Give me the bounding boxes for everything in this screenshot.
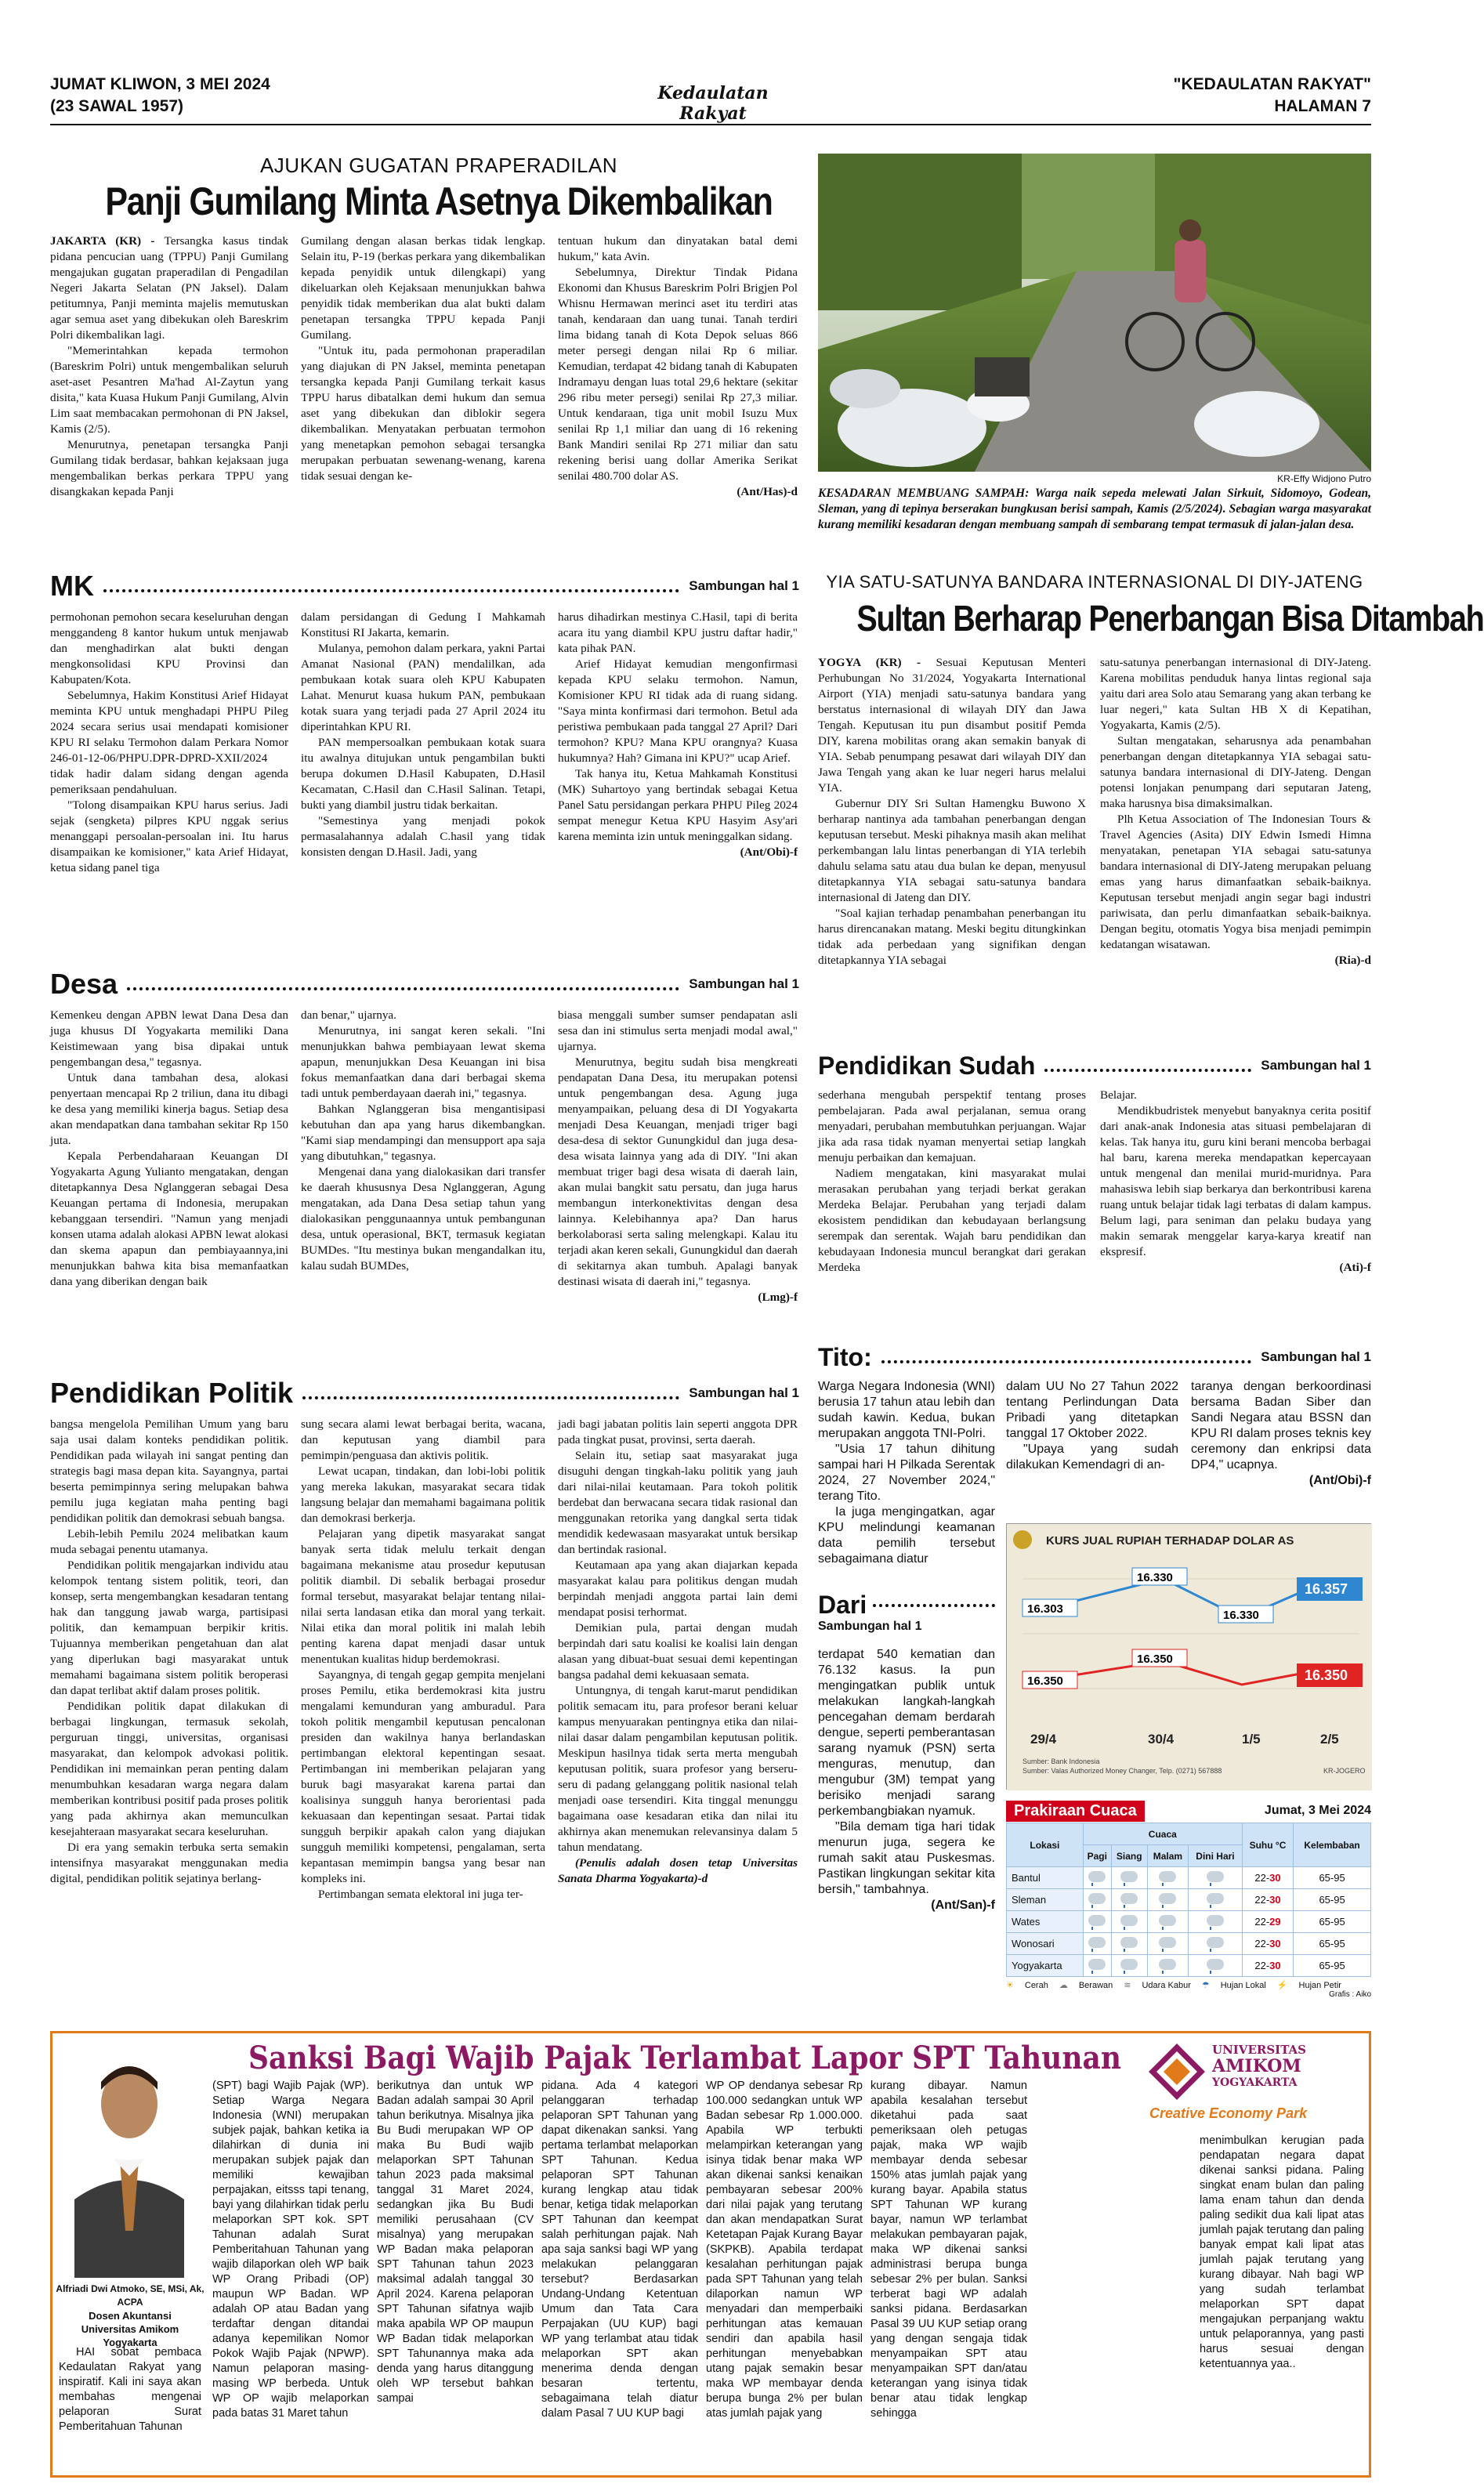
amikom-emblem-icon [1149,2044,1204,2099]
weather-header: Lokasi [1007,1823,1084,1867]
continuation-label: Sambungan hal 1 [689,1385,799,1400]
column-col2 [377,2079,534,2471]
dari-body [818,1647,995,1976]
yia-headline: Sultan Berharap Penerbangan Bisa Ditambah [856,598,1484,639]
author-note: (Penulis adalah dosen tetap Universitas Sanata Dharma Yogyakarta)-d [558,1856,798,1885]
rain-icon [1120,1871,1138,1882]
section-title: Pendidikan Sudah [818,1051,1036,1080]
section-dots [873,1604,995,1607]
section-title: Tito: [818,1342,872,1371]
paragraph: (SPT) bagi Wajib Pajak (WP). Setiap Warga Negara Indonesia (WNI) merupakan subjek pajak, bahkan ketika ia dilahirkan di dunia ini merupakan subjek pajak dan memiliki kewajiban perpajakan, eitsss tapi tenang, bayi yang dilahirkan tidak perlu melaporkan SPT kok. SPT Tahunan adalah Surat Pemberitahuan Tahunan yang wajib dilaporkan oleh WP baik WP Orang Pribadi (OP) maupun WP Badan. WP adalah OP atau Badan yang terdaftar dengan ditandai adanya kepemilikan Nomor Pokok Wajib Pajak (NPWP). Namun pelaporan masing-masing WP berbeda. Untuk WP OP wajib melaporkan pada batas 31 Maret tahun [212,2080,369,2420]
photo-caption: KESADARAN MEMBUANG SAMPAH: Warga naik sepeda melewati Jalan Sirkuit, Sidomoyo, Godean, Sleman, yang di tepinya berserakan bungkusan berisi sampah, Kamis (2/5/2024). Sebagian warga masyarakat kurang memiliki kesadaran dengan membuang sampah di sembarang tempat termasuk di jalan-jalan desa. [818,487,1371,531]
desa-col2 [301,1008,545,1368]
weather-header: Malam [1147,1845,1188,1867]
temp-high: 29 [1269,1916,1281,1928]
paragraph: Arief Hidayat kemudian mengonfirmasi kepada KPU selaku termohon. Namun, Komisioner KPU RI tidak ada di ruang sidang. "Saya minta konfirmasi dari termohon. Betul ada peristiwa pembukaan pada tanggal 27 April? Dari termohon? KPU? Mana KPU orangnya? Kuasa hukumnya? Hah? Gimana ini KPU?" ucap Arief. [558,657,798,765]
section-dots [127,987,679,990]
paragraph: bangsa mengelola Pemilihan Umum yang baru saja usai dalam konteks pendidikan politik. Pendidikan pada wilayah ini sangat penting dan strategis bagi masa depan kita. Sayangnya, partai beserta pemimpinnya sering melupakan bahwa pemilu juga kegiatan maha penting bagi pendidikan politik dan demokrasi sebuah bangsa. [50,1417,288,1525]
paragraph: PAN mempersoalkan pembukaan kotak suara itu awalnya ditujukan untuk pengambilan bukti berupa dokumen D.Hasil Kabupaten, D.Hasil Kecamatan, C.Hasil dan C.Hasil Salinan. Tetapi, bukti yang diambil justru tidak berkaitan. [301,736,545,812]
continuation-label: Sambungan hal 1 [689,976,799,991]
dateline: YOGYA (KR) - [818,656,921,669]
sun-icon: ☀ [1006,1981,1014,1990]
article1-col3 [558,233,798,563]
paragraph: Kepala Perbendaharaan Keuangan DI Yogyakarta Agung Yulianto mengatakan, dengan ditetapkannya Desa Nglanggeran sebagai Desa Keuangan pertama di Indonesia, merupakan kebanggaan tersendiri. "Namun yang menjadi konsen utama adalah alokasi APBN lewat alokasi dan skema apapun dan pembiayaannya,ini menunjukkan bahwa kita bisa memanfaatkan dana yang diberikan dengan baik [50,1149,288,1288]
logo-text: YOGYAKARTA [1212,2076,1298,2089]
humidity: 65-95 [1294,1955,1371,1977]
header-rule [50,124,1371,125]
humidity: 65-95 [1294,1933,1371,1955]
weather-table [1006,1823,1371,1977]
weather-title: Prakiraan Cuaca [1006,1801,1145,1822]
paragraph: Sesuai Keputusan Menteri Perhubungan No 31/2024, Yogyakarta International Airport (YIA) menjadi satu-satunya bandara yang berstatus internasional di wilayah DIY dan Jawa Tengah. Keputusan itu pun disambut positif Pemda DIY, karena mobilitas orang akan semakin banyak di YIA. Sebab penumpang pesawat dari wilayah DIY dan Jawa Tengah yang akan ke luar negeri harus melalui YIA. [818,656,1087,795]
section-dots [103,589,679,592]
column-col3 [541,2079,698,2471]
chart-source: Sumber: Valas Authorized Money Changer, Telp. (0271) 567888 [1023,1767,1222,1775]
cloud-icon [1207,1915,1224,1926]
amikom-wordmark [1212,2043,1306,2090]
city-name: Yogyakarta [1007,1955,1084,1977]
logo-text: AMIKOM [1212,2056,1301,2076]
temp-low: 22 [1254,1894,1266,1906]
paragraph: Mulanya, pemohon dalam perkara, yakni Partai Amanat Nasional (PAN) mendalilkan, ada pembukaan kotak suara oleh KPU Kabupaten Lahat. Menurut kuasa hukum PAN, pembukaan kotak suara yang terjadi pada 27 April 2024 itu diperintahkan KPU RI. [301,642,545,733]
date-tick: 2/5 [1320,1732,1339,1747]
chart-title: KURS JUAL RUPIAH TERHADAP DOLAR AS [1046,1534,1294,1548]
exchange-rate-svg [1007,1524,1372,1790]
rate-latest-label: 16.357 [1305,1581,1348,1597]
rate-label: 16.330 [1137,1571,1173,1584]
weather-row: Yogyakarta 22-30 65-95 [1007,1955,1371,1977]
paragraph: harus dihadirkan mestinya C.Hasil, tapi di berita acara itu yang diambil KPU justru daftar hadir," kata pihak PAN. [558,610,798,655]
article-signature: (Ant/Obi)-f [740,845,798,859]
weather-header: Cuaca [1083,1823,1242,1845]
weather-date: Jumat, 3 Mei 2024 [1264,1804,1371,1817]
paragraph: Menurutnya, ini sangat keren sekali. "Ini menunjukkan bahwa pembiayaan lewat skema apapun, menunjukkan Desa Keuangan ini bisa fokus memanfaatkan dana dari berbagai skema tadi untuk pemberdayaan daerah ini," tegasnya. [301,1024,545,1100]
paragraph: sung secara alami lewat berbagai berita, wacana, dan keputusan yang diambil para pemimpin/penguasa dan aktivis politik. [301,1417,545,1462]
city-name: Sleman [1007,1889,1084,1911]
amikom-logo [1149,2040,1361,2126]
paper-name: "KEDAULATAN RAKYAT" [1173,75,1371,93]
weather-row: Wates 22-29 65-95 [1007,1911,1371,1933]
cloud-icon [1088,1893,1106,1904]
cloud-icon [1088,1871,1106,1882]
pendidikan-sudah-col2 [1100,1088,1371,1323]
rain-icon [1159,1893,1176,1904]
rain-icon [1120,1915,1138,1926]
paragraph: dalam persidangan di Gedung I Mahkamah Konstitusi RI Jakarta, kemarin. [301,610,545,639]
rain-icon: ☂ [1201,1981,1210,1990]
section-dari [818,1591,995,1638]
weather-legend [1006,1980,1371,1990]
paragraph: dalam UU No 27 Tahun 2022 tentang Perlindungan Data Pribadi yang ditetapkan tanggal 17 Oktober 2022. [1006,1380,1178,1440]
section-title: MK [50,570,94,602]
article-signature: (Ant/Has)-d [737,485,798,498]
weather-row: Bantul 22-30 65-95 [1007,1867,1371,1889]
section-tito [818,1341,1371,1373]
yia-col1 [818,655,1087,967]
news-photo-garbage-road [818,154,1371,472]
section-pendidikan-politik [50,1377,799,1409]
paragraph: "Semestinya yang menjadi pokok permasalahannya adalah C.hasil yang tidak konsisten dengan D.Hasil. Jadi, yang [301,814,545,859]
rate-latest-label: 16.350 [1305,1667,1348,1683]
rain-icon [1159,1959,1176,1970]
desa-col3 [558,1008,798,1368]
continuation-label: Sambungan hal 1 [818,1620,922,1633]
paragraph: "Usia 17 tahun dihitung sampai hari H Pilkada Serentak 2024, 27 November 2024," terang Tito. [818,1443,995,1503]
section-dots [1044,1069,1251,1072]
author-name: Alfriadi Dwi Atmoko, SE, MSi, Ak, ACPA [56,2283,205,2308]
rain-icon [1159,1915,1176,1926]
edition-date [50,74,270,118]
rain-icon [1120,1937,1138,1948]
temp-low: 22 [1254,1872,1266,1884]
cloud-icon [1207,1893,1224,1904]
column-col4 [706,2079,863,2471]
paragraph: Demikian pula, partai dengan mudah berpindah dari satu koalisi ke koalisi lain dengan alasan yang dibuat-buat sesuai demi kepentingan bangsa padahal demi kekuasaan semata. [558,1621,798,1682]
cloud-icon [1207,1937,1224,1948]
paragraph: Pendidikan politik mengajarkan individu atau kelompok tentang sistem politik, teori, dan konsep, serta mengembangkan kesadaran tentang hak dan tanggung jawab warga, partisipasi politik, dan kemampuan berpikir kritis. Tujuannya memberikan pengetahuan dan alat yang diperlukan bagi masyarakat untuk memahami bagaimana sistem politik beroperasi dan dapat terlibat aktif dalam proses politik. [50,1558,288,1697]
paragraph: Menurutnya, begitu sudah bisa mengkreati pendapatan Dana Desa, itu merupakan potensi untuk pengembangan desa. Agung juga menyampaikan, peluang desa di DI Yogyakarta menjadi Desa Keuangan, menjadi triger bagi desa-desa di sektor Gunungkidul dan juga desa-desa wisata lainnya yang ada di DIY. "Ini akan membuat triger bagi desa wisata di daerah lain, akan mulai bangkit satu persatu, dan juga harus membangun interkonektivitas dengan desa lainnya. Kelebihannya apa? Dan harus berkolaborasi serta saling melengkapi. Kalau itu terjadi akan keren sekali, Gunungkidul dan daerah di sekitarnya akan tumbuh. Apalagi banyak destinasi wisata di daerah ini," tegasnya. [558,1055,798,1288]
city-name: Bantul [1007,1867,1084,1889]
temp-low: 22 [1254,1916,1266,1928]
paragraph: jadi bagi jabatan politis lain seperti anggota DPR pada tingkat pusat, provinsi, serta daerah. [558,1417,798,1446]
column-col1 [212,2079,369,2471]
tito-col2 [1006,1379,1178,1520]
article-headline: Panji Gumilang Minta Asetnya Dikembalikan [105,179,773,223]
paragraph: Tak hanya itu, Ketua Mahkamah Konstitusi (MK) Suhartoyo yang bertindak sebagai Ketua Panel Satu persidangan perkara PHPU Pileg 2024 sempat menegur Ketua KPU Hasyim Asy'ari karena meminta izin untuk meninggalkan sidang. [558,767,798,843]
paragraph: WP OP dendanya sebesar Rp 100.000 sedangkan untuk WP Badan sebesar Rp 1.000.000. Apabila WP terbukti melampirkan keterangan yang isinya tidak benar maka WP akan dikenai sanksi kenaikan pembayaran sebesar 200% dari nilai pajak yang terutang dan akan mendapatkan Surat Ketetapan Pajak Kurang Bayar (SKPKB). Apabila terdapat kesalahan perhitungan pajak pada SPT Tahunan yang telah dilaporkan namun WP menyadari dan memperbaiki perhitungan atas kemauan sendiri dan apabila hasil perhitungan menyebabkan utang pajak semakin besar maka WP membayar denda berupa bunga 2% per bulan atas jumlah pajak yang [706,2080,863,2420]
cloud-icon [1088,1959,1106,1970]
paragraph: Lewat ucapan, tindakan, dan lobi-lobi politik yang mereka lakukan, masyarakat secara tidak langsung belajar dan memahami bagaimana politik dan demokrasi berkerja. [301,1464,545,1525]
weather-forecast [1006,1799,1371,1999]
paragraph: Ia juga mengingatkan, agar KPU melindungi keamanan data pemilih tersebut sebagaimana diatur [818,1505,995,1566]
paragraph: "Memerintahkan kepada termohon (Bareskrim Polri) untuk mengembalikan seluruh aset-aset Pesantren Ma'had Al-Zaytun yang disita," kata Kuasa Hukum Panji Gumilang, Alvin Lim saat membacakan permohonan di PN Jaksel, Kamis (2/5). [50,344,289,436]
section-mk [50,570,799,602]
section-dots [302,1396,679,1399]
city-name: Wonosari [1007,1933,1084,1955]
desa-col1 [50,1008,288,1368]
coin-icon [1013,1530,1032,1549]
logo-tagline: Creative Economy Park [1149,2105,1308,2121]
author-city: Yogyakarta [103,2337,157,2348]
cloud-icon [1207,1959,1224,1970]
article-signature: (Ant/Obi)-f [1308,1474,1371,1487]
legend-label: Berawan [1078,1980,1113,1990]
temp-high: 30 [1269,1872,1281,1884]
paragraph: "Upaya yang sudah dilakukan Kemendagri di an- [1006,1443,1178,1472]
rain-icon [1159,1871,1176,1882]
paragraph: pidana. Ada 4 kategori pelanggaran terhadap pelaporan SPT Tahunan yang dapat dikenakan sanksi. Yang pertama terlambat melaporkan SPT Tahunan. Kedua pelaporan SPT Tahunan kurang lengkap atau tidak benar, ketiga tidak melaporkan SPT Tahunan dan keempat salah perhitungan pajak. Nah apa saja sanksi bagi WP yang melakukan pelanggaran tersebut? Berdasarkan Undang-Undang Ketentuan Umum dan Tata Cara Perpajakan (UU KUP) bagi WP yang terlambat atau tidak melaporkan SPT akan menerima denda dengan besaran tertentu, sebagaimana telah diatur dalam Pasal 7 UU KUP bagi [541,2080,698,2420]
temp-high: 30 [1269,1960,1281,1971]
author-photo [59,2043,200,2278]
date-tick: 1/5 [1242,1732,1261,1747]
section-desa [50,968,799,1000]
paragraph: Kemenkeu dengan APBN lewat Dana Desa dan juga khusus DI Yogyakarta memiliki Dana Keistimewaan yang bisa dipakai untuk pengembangan desa," tegasnya. [50,1008,288,1069]
mk-col3 [558,610,798,954]
paragraph: Nadiem mengatakan, kini masyarakat mulai merasakan perubahan yang terjadi berkat gerakan Merdeka Belajar. Perubahan yang terjadi dalam ekosistem pendidikan dan kebudayaan berlangsung serempak dan serentak. Wajah baru pendidikan dan kebudayaan Indonesia muncul berangkat dari gerakan Merdeka [818,1167,1086,1274]
paragraph: Plh Ketua Association of The Indonesian Tours & Travel Agencies (Asita) DIY Edwin Ismedi Himna menyatakan, penetapan YIA sebagai satu-satunya bandara internasional di DIY-Jateng merupakan peluang emas yang harus dimanfaatkan sebaik-baiknya. Keputusan tersebut menjadi angin segar bagi industri pariwisata, dan perlu dimanfaatkan sebaik-baiknya. Dengan begitu, otomatis Yogya bisa menjadi pemimpin kedatangan wisatawan. [1100,813,1371,951]
paragraph: "Bila demam tiga hari tidak menurun juga, segera ke rumah sakit atau Puskesmas. Pastikan lingkungan sekitar kita bersih," tambahnya. [818,1820,995,1896]
article-signature: (Ria)-d [1334,954,1371,967]
city-name: Wates [1007,1911,1084,1933]
paragraph: sederhana mengubah perspektif tentang proses pembelajaran. Pada awal perjalanan, semua orang menyadari, perubahan membutuhkan perjuangan. Wajar jika ada rasa tidak nyaman menyertai setiap langkah menuju perbaikan dan kemajuan. [818,1088,1086,1164]
paragraph: satu-satunya penerbangan internasional di DIY-Jateng. Karena mobilitas penduduk hanya lintas regional saja yaitu dari area Solo atau Semarang yang akan terbang ke luar negeri," kata Sultan HB X di Kepatihan, Yogyakarta, Kamis (2/5). [1100,656,1371,732]
author-info [56,2282,205,2349]
paragraph: Selain itu, setiap saat masyarakat juga disuguhi dengan tingkah-laku politik yang jauh dari nilai-nilai keutamaan. Para tokoh politik berdebat dan berwacana secara tidak rasional dan menggunakan retorika yang dangkal serta tidak mendidik kedewasaan masyarakat untuk bersikap dan bertindak rasional. [558,1449,798,1556]
rain-icon [1120,1959,1138,1970]
paragraph: Pertimbangan semata elektoral ini juga ter- [318,1888,523,1901]
paragraph: menimbulkan kerugian pada pendapatan negara dapat dikenai sanksi pidana. Paling singkat enam bulan dan paling lama enam tahun dan denda paling sedikit dua kali lipat atas jumlah pajak terutang dan paling banyak empat kali lipat atas jumlah pajak terutang yang kurang dibayar. Nah bagi WP yang sudah terlambat melaporkan SPT dapat mengajukan perpanjang waktu untuk pelaporannya, yang pasti harus sesuai dengan ketentuannya yaa.. [1200,2134,1364,2370]
article1-col1 [50,233,288,547]
author-org: Universitas Amikom [81,2323,179,2335]
paragraph: Lebih-lebih Pemilu 2024 melibatkan kaum muda sebagai penentu utamanya. [50,1527,288,1556]
page-info [1174,74,1371,118]
paragraph: dan benar," ujarnya. [301,1008,396,1022]
section-dots [881,1360,1252,1363]
section-title: Desa [50,968,118,1000]
temp-low: 22 [1254,1938,1266,1949]
paragraph: Warga Negara Indonesia (WNI) berusia 17 tahun atau lebih dan sudah kawin. Kedua, bukan merupakan anggota TNI-Polri. [818,1380,995,1440]
article-kicker: AJUKAN GUGATAN PRAPERADILAN [259,154,618,177]
paragraph: taranya dengan berkoordinasi bersama Badan Siber dan Sandi Negara atau BSSN dan KPU RI dalam proses teknis key ceremony dan enkripsi data DP4," ucapnya. [1191,1380,1371,1472]
paragraph: Pendidikan politik dapat dilakukan di berbagai lingkungan, termasuk sekolah, perguruan tinggi, universitas, organisasi masyarakat, dan kelompok advokasi politik. Pendidikan ini memainkan peran penting dalam menumbuhkan kesadaran warga negara dalam memberikan kontribusi positif pada proses politik yang pada akhirnya akan memunculkan kesejahteraan masyarakat secara keseluruhan. [50,1700,288,1838]
yia-col2 [1100,655,1371,967]
column-col5 [870,2079,1027,2471]
rate-label: 16.330 [1223,1609,1259,1622]
cloud-icon: ☁ [1059,1981,1068,1990]
paragraph: HAI sobat pembaca Kedaulatan Rakyat yang inspiratif. Kali ini saya akan membahas mengenai pelaporan Surat Pemberitahuan Tahunan [59,2346,201,2433]
rain-icon [1159,1937,1176,1948]
paragraph: Sebelumnya, Direktur Tindak Pidana Ekonomi dan Khusus Bareskrim Polri Brigjen Pol Whisnu Hermawan merinci aset itu terdiri atas tanah, kendaraan dan uang tunai. Tanah terdiri lima bidang tanah di Kota Depok seluas 866 meter persegi dengan nilai Rp 6 miliar. Kemudian, terdapat 42 bidang tanah di Kabupaten Indramayu dengan luas total 29,6 hektare (sekitar 296 ribu meter persegi) senilai Rp 27,3 miliar. Untuk kendaraan, tiga unit mobil Isuzu Mux senilai Rp 1,1 miliar dan uang di 16 rekening Bank Mandiri senilai Rp 271 miliar dan satu rekening berisi uang dollar Amerika Serikat senilai 480.700 dolar AS. [558,266,798,483]
author-role: Dosen Akuntansi [89,2310,172,2322]
paragraph: "Soal kajian terhadap penambahan penerbangan itu harus direncanakan matang. Meski begitu ditungkinkan tidak ada perbedaan yang signifikan dengan ditetapkannya YIA sebagai [818,907,1086,967]
article1-col2 [301,233,545,563]
continuation-label: Sambungan hal 1 [689,578,799,593]
politik-col1 [50,1417,288,2020]
legend-label: Hujan Petir [1298,1980,1341,1990]
tax-column-box [50,2031,1371,2478]
weather-credit: Grafis : Aiko [1329,1990,1371,1999]
paragraph: kurang dibayar. Namun apabila kesalahan tersebut diketahui pada saat pemeriksaan oleh petugas pajak, maka WP wajib membayar denda sebesar 150% atas jumlah pajak yang kurang bayar. Apabila status SPT Tahunan WP kurang bayar, namun WP terlambat melakukan pembayaran pajak, maka WP dikenai sanksi administrasi berupa bunga sebesar 2% per bulan. Sanksi terberat bagi WP adalah sanksi pidana. Berdasarkan Pasal 39 UU KUP setiap orang yang dengan sengaja tidak menyampaikan SPT atau menyampaikan SPT dan/atau keterangan yang isinya tidak benar atau tidak lengkap sehingga [870,2080,1027,2420]
paragraph: Untungnya, di tengah karut-marut pendidikan politik semacam itu, para profesor berani keluar kampus menyuarakan pentingnya etika dan nilai-nilai dasar dalam pengambilan keputusan politik. Meskipun hasilnya tidak serta merta mengubah keputusan politik, suara profesor yang berseru-seru di padang gelanggang politik nasional telah menjadi oase tersendiri. Kita tinggal menunggu bagaimana oase kesadaran etika dan nilai itu akhirnya akan menemukan relevansinya dalam 5 tahun mendatang. [558,1684,798,1854]
continuation-label: Sambungan hal 1 [1261,1058,1371,1073]
weather-header: Pagi [1083,1845,1111,1867]
paragraph: Sultan mengatakan, seharusnya ada penambahan penerbangan dengan ditetapkannya YIA sebagai satu-satunya bandara internasional di DIY-Jateng. Dengan potensi lonjakan penumpang dari seputaran Jateng, maka harusnya bisa dimaksimalkan. [1100,734,1371,810]
paragraph: Mendikbudristek menyebut banyaknya cerita positif dari anak-anak Indonesia atas situasi pembelajaran di kelas. Tak hanya itu, guru kini berani mencoba berbagai hal baru, karena mereka mendapatkan kepercayaan untuk mengenal dan menilai murid-muridnya. Para mahasiswa lebih siap berkarya dan berkontribusi karena ruang untuk belajar tidak lagi terbatas di dalam kampus. Belum lagi, para seniman dan pelaku budaya yang makin semarak menggelar karya-karya kreatif nan ekspresif. [1100,1104,1371,1258]
rain-icon [1120,1893,1138,1904]
legend-label: Udara Kabur [1142,1980,1191,1990]
date-tick: 30/4 [1148,1732,1175,1747]
paragraph: berikutnya dan untuk WP Badan adalah sampai 30 April tahun berikutnya. Misalnya jika Bu Budi merupakan WP OP maka Bu Budi wajib melaporkan SPT Tahunan tahun 2023 pada maksimal tanggal 31 Maret 2024, sedangkan jika Bu Budi memiliki perusahaan (CV misalnya) yang merupakan WP Badan maka pelaporan SPT Tahunan tahun 2023 maksimal adalah tanggal 30 April 2024. Karena pelaporan SPT Tahunan sifatnya wajib maka apabila WP OP maupun WP Badan tidak melaporkan SPT Tahunannya maka ada denda yang harus ditanggung oleh WP tersebut bahkan sampai [377,2080,534,2405]
temp-high: 30 [1269,1894,1281,1906]
rate-label: 16.303 [1027,1602,1063,1616]
cloud-icon [1088,1937,1106,1948]
paragraph: Pelajaran yang dipetik masyarakat sangat banyak serta tidak melulu terkait dengan bagaimana mekanisme atau prosedur keputusan politik diambil. Di sebalik berbagai prosedur formal tersebut, masyarakat belajar tentang nilai-nilai serta landasan etika dan moral yang terkait. Nilai etika dan moral politik ini malah lebih penting karena dapat menjadi dasar untuk menentukan kualitas hidup berdemokrasi. [301,1527,545,1666]
section-title: Pendidikan Politik [50,1377,294,1409]
masthead-logo: Kedaulatan Rakyat [657,83,769,124]
paragraph: Di era yang semakin terbuka serta semakin intensifnya masyarakat menggunakan media digital, pendidikan politik sejatinya berlang- [50,1841,288,1885]
chart-source: Sumber: Bank Indonesia [1023,1758,1100,1765]
column-intro [59,2345,201,2471]
cloud-icon [1207,1871,1224,1882]
humidity: 65-95 [1294,1889,1371,1911]
section-title: Dari [818,1591,867,1619]
paragraph: Keutamaan apa yang akan diajarkan kepada masyarakat kalau para politikus dengan mudah berpindah menjadi anggota partai lain demi mendapat posisi terhormat. [558,1558,798,1619]
temp-low: 22 [1254,1960,1266,1971]
paragraph: Belajar. [1100,1088,1137,1102]
continuation-label: Sambungan hal 1 [1261,1349,1371,1364]
cloud-icon [1088,1915,1106,1926]
weather-header: Kelembaban [1294,1823,1371,1867]
humidity: 65-95 [1294,1867,1371,1889]
storm-icon: ⚡ [1276,1981,1288,1990]
paragraph: permohonan pemohon secara keseluruhan dengan menggandeng 8 kantor hukum untuk menjawab dan menghadirkan alat bukti dengan mengkonsolidasi KPU Provinsi dan Kabupaten/Kota. [50,610,288,686]
paragraph: tentuan hukum dan dinyatakan batal demi hukum," kata Avin. [558,234,798,263]
weather-row: Sleman 22-30 65-95 [1007,1889,1371,1911]
section-pendidikan-sudah [818,1050,1371,1081]
mk-col1 [50,610,288,954]
weather-header: Siang [1111,1845,1147,1867]
legend-label: Cerah [1024,1980,1048,1990]
legend-label: Hujan Lokal [1220,1980,1266,1990]
page-number: HALAMAN 7 [1274,97,1371,115]
paragraph: Gubernur DIY Sri Sultan Hamengku Buwono X berharap nantinya ada tambahan penerbangan dengan keputusan tersebut. Meski pihaknya masih akan melihat perkembangan lalu lintas penerbangan di YIA terlebih dahulu selama satu atau dua bulan ke depan, menyusul ditetapkannya YIA sebagai satu-satunya bandara internasional di Jateng dan DIY. [818,797,1086,904]
politik-col2 [301,1417,545,2020]
article-signature: (Ant/San)-f [931,1899,995,1912]
date-tick: 29/4 [1030,1732,1057,1747]
dateline: JAKARTA (KR) - [50,234,155,248]
tax-column-title: Sanksi Bagi Wajib Pajak Terlambat Lapor SPT Tahunan [248,2040,1122,2076]
haze-icon: ≋ [1124,1981,1131,1990]
paragraph: biasa menggali sumber sumser pendapatan asli sesa dan ini stimulus serta menjadi modal awal," ujarnya. [558,1008,798,1053]
article-signature: (Lmg)-f [758,1291,798,1304]
exchange-rate-chart [1006,1523,1371,1790]
weather-header: Dini Hari [1189,1845,1243,1867]
date-line: JUMAT KLIWON, 3 MEI 2024 [50,75,270,93]
yia-kicker: YIA SATU-SATUNYA BANDARA INTERNASIONAL DI DIY-JATENG [826,572,1363,592]
chart-credit: KR-JOGERO [1323,1767,1366,1775]
tito-col1 [818,1379,995,1586]
paragraph: Untuk dana tambahan desa, alokasi penyertaan mencapai Rp 2 triliun, dana itu dibagi ke desa yang memiliki kinerja bagus. Setiap desa akan mendapatkan dana tambahan sekitar Rp 150 juta. [50,1071,288,1147]
paragraph: Sebelumnya, Hakim Konstitusi Arief Hidayat meminta KPU untuk menghadapi PHPU Pileg 2024 secara serius usai mendapati komisioner KPU RI selaku Termohon dalam Perkara Nomor 246-01-12-06/PHPU.DPR-DPRD-XXII/2024 tidak hadir dalam sidang dengan agenda pemeriksaan pendahuluan. [50,689,288,796]
paragraph: "Tolong disampaikan KPU harus serius. Jadi sejak (sengketa) pilpres KPU nggak serius menanggapi persoalan-persoalan ini. Itu harus disampaikan ke komisioner," kata Arief Hidayat, ketua sidang panel tiga [50,798,288,874]
paragraph: terdapat 540 kematian dan 76.132 kasus. Ia pun mengingatkan publik untuk melakukan langkah-langkah pencegahan demam berdarah dengue, seperti pemberantasan sarang nyamuk (PSN) serta menguras, menutup, dan mengubur (3M) tempat yang berisiko menjadi sarang perkembangbiakan nyamuk. [818,1648,995,1818]
paragraph: Bahkan Nglanggeran bisa mengantisipasi kebutuhan dan apa yang harus dikembangkan. "Kami siap mendampingi dan mensupport apa saja yang dibutuhkan," tegasnya. [301,1102,545,1163]
humidity: 65-95 [1294,1911,1371,1933]
weather-row: Wonosari 22-30 65-95 [1007,1933,1371,1955]
politik-col3 [558,1417,798,2020]
paragraph: Gumilang dengan alasan berkas tidak lengkap. Selain itu, P-19 (berkas perkara yang dikembalikan kepada penyidik untuk dilengkapi) yang dikeluarkan oleh Kejaksaan menunjukkan bahwa penyidik tidak memberikan dua alat bukti dalam penetapan tersangka TPPU kepada Panji Gumilang. [301,234,545,342]
pendidikan-sudah-col1 [818,1088,1086,1315]
temp-high: 30 [1269,1938,1281,1949]
paragraph: Menurutnya, penetapan tersangka Panji Gumilang tidak berdasar, bahkan kejaksaan juga mengembalikan berkas perkara TPPU yang disangkakan kepada Panji [50,438,288,498]
rate-label: 16.350 [1027,1674,1063,1688]
column-col6 [1035,2134,1364,2471]
paragraph: Mengenai dana yang dialokasikan dari transfer ke daerah khususnya Desa Nglanggeran, Agung mengatakan, ada Dana Desa setiap tahun yang dialokasikan penggunaannya untuk pembangunan desa, untuk operasional, BKT, termasuk kegiatan BUMDes. "Itu mestinya bukan mengandalkan itu, kalau sudah BUMDes, [301,1165,545,1272]
weather-header: Suhu °C [1242,1823,1293,1867]
javanese-date-line: (23 SAWAL 1957) [50,97,184,115]
paragraph: Tersangka kasus tindak pidana pencucian uang (TPPU) Panji Gumilang mengajukan gugatan praperadilan di Pengadilan Negeri Jakarta Selatan (PN Jaksel). Dalam petitumnya, Panji meminta majelis memutuskan agar semua aset yang dibekukan oleh Bareskrim Polri dikembalikan lagi. [50,234,288,342]
paragraph: Sayangnya, di tengah gegap gempita menjelani proses Pemilu, etika berdemokrasi kita justru mengalami kemunduran yang amburadul. Para tokoh politik mengambil keputusan pencalonan presiden dan wakilnya hanya berlandaskan pertimbangan elektoral kepentingan sesaat. Pertimbangan ini memberikan pelajaran yang buruk bagi masyarakat karena partai dan koalisinya sungguh hanya berorientasi pada kekuasaan dan kepentingan sesaat. Partai tidak sungguh berpikir apakah calon yang diajukan sungguh memiliki kompetensi, pengalaman, serta kepantasan memimpin bangsa yang besar nan kompleks ini. [301,1668,545,1885]
tito-col3 [1191,1379,1371,1520]
mk-col2 [301,610,545,954]
logo-text: UNIVERSITAS [1212,2043,1307,2057]
rate-label: 16.350 [1137,1653,1173,1666]
paragraph: "Untuk itu, pada permohonan praperadilan yang diajukan di PN Jaksel, meminta penetapan tersangka kepada Panji Gumilang terkait kasus TPPU harus dibatalkan demi hukum dan semua aset yang dibekukan dan diblokir segera dikembalikan. Menyatakan perbuatan termohon yang menetapkan pemohon sebagai tersangka merupakan perbuatan sewenang-wenang, karena tidak sesuai dengan ke- [301,344,545,483]
photo-credit: KR-Effy Widjono Putro [1277,473,1371,484]
article-signature: (Ati)-f [1339,1261,1371,1274]
